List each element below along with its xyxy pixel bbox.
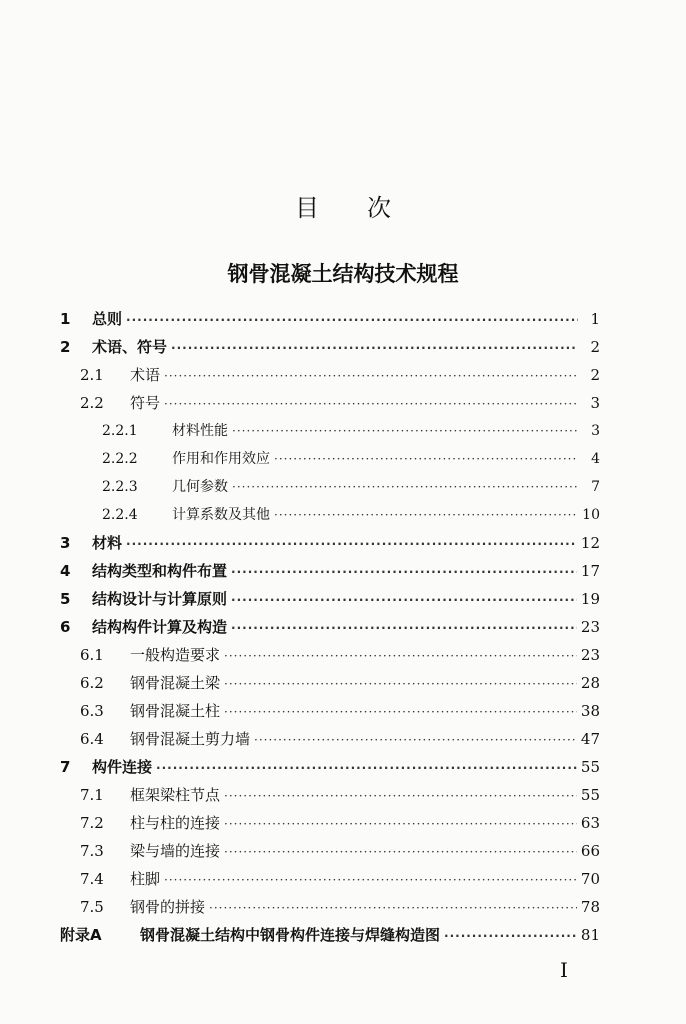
toc-entry-title: 梁与墙的连接: [130, 842, 221, 860]
dot-leader: [274, 501, 578, 529]
dot-leader: [171, 334, 578, 362]
toc-entry[interactable]: [60, 501, 600, 529]
toc-entry-title: 术语、符号: [92, 338, 168, 356]
toc-entry-page: 55: [580, 786, 600, 804]
toc-entry-number: 1: [60, 310, 71, 328]
toc-entry-page: 81: [580, 926, 600, 944]
dot-leader: [164, 866, 577, 894]
toc-entry-title: 柱与柱的连接: [130, 814, 221, 832]
dot-leader: [224, 782, 577, 810]
toc-entry-page: 28: [580, 674, 600, 692]
dot-leader: [224, 670, 577, 698]
toc-entry-title: 构件连接: [92, 758, 153, 776]
dot-leader: [232, 417, 578, 445]
toc-entry[interactable]: [60, 893, 600, 921]
toc-entry-title: 钢骨混凝土梁: [130, 674, 221, 692]
page-heading: 目次: [295, 194, 439, 222]
toc-entry-number: 6.3: [80, 702, 104, 720]
toc-entry[interactable]: [60, 529, 600, 557]
toc-entry-title: 材料性能: [172, 423, 228, 439]
toc-entry-number: 5: [60, 590, 71, 608]
document-title: 钢骨混凝土结构技术规程: [227, 262, 459, 286]
toc-entry-page: 2: [590, 366, 600, 384]
toc-entry-page: 3: [591, 423, 600, 439]
toc-entry-page: 17: [580, 562, 600, 580]
dot-leader: [231, 586, 577, 614]
toc-entry-number: 7.5: [80, 898, 104, 916]
toc-entry[interactable]: [60, 725, 600, 753]
toc-entry[interactable]: [60, 613, 600, 641]
toc-entry-number: 2.2.3: [102, 479, 138, 495]
toc-entry-title: 总则: [92, 310, 123, 328]
toc-entry-title: 结构类型和构件布置: [92, 562, 228, 580]
toc-entry-page: 66: [580, 842, 600, 860]
toc-entry-number: 7.2: [80, 814, 104, 832]
toc-entry-title: 钢骨混凝土结构中钢骨构件连接与焊缝构造图: [140, 926, 441, 944]
toc-entry-page: 1: [590, 310, 600, 328]
dot-leader: [231, 614, 577, 642]
toc-entry-page: 47: [580, 730, 600, 748]
toc-entry-number: 2.1: [80, 366, 104, 384]
toc-entry-page: 23: [580, 646, 600, 664]
toc-entry-title: 钢骨的拼接: [130, 898, 206, 916]
toc-entry-number: 3: [60, 534, 71, 552]
toc-entry-page: 10: [582, 507, 600, 523]
toc-entry[interactable]: [60, 921, 600, 949]
toc-entry[interactable]: [60, 641, 600, 669]
dot-leader: [254, 726, 577, 754]
dot-leader: [231, 558, 577, 586]
toc-entry-title: 钢骨混凝土柱: [130, 702, 221, 720]
toc-entry-page: 2: [590, 338, 600, 356]
dot-leader: [444, 922, 577, 950]
dot-leader: [224, 642, 577, 670]
toc-entry-number: 7: [60, 758, 71, 776]
toc-entry[interactable]: [60, 753, 600, 781]
dot-leader: [164, 390, 578, 418]
toc-entry-page: 4: [591, 451, 600, 467]
dot-leader: [274, 445, 578, 473]
toc-entry-number: 6: [60, 618, 71, 636]
toc-entry[interactable]: [60, 557, 600, 585]
toc-entry-number: 2.2.4: [102, 507, 138, 523]
toc-entry[interactable]: [60, 473, 600, 501]
page-folio: I: [560, 958, 568, 982]
toc-entry-page: 3: [590, 394, 600, 412]
toc-entry-page: 78: [580, 898, 600, 916]
dot-leader: [224, 698, 577, 726]
toc-entry-title: 术语: [130, 366, 161, 384]
dot-leader: [224, 838, 577, 866]
dot-leader: [224, 810, 577, 838]
toc-entry-title: 柱脚: [130, 870, 161, 888]
toc-entry[interactable]: [60, 585, 600, 613]
dot-leader: [126, 530, 577, 558]
toc-entry-number: 7.3: [80, 842, 104, 860]
toc-entry-number: 6.1: [80, 646, 104, 664]
toc-entry[interactable]: [60, 669, 600, 697]
toc-entry-title: 作用和作用效应: [172, 451, 270, 467]
toc-entry[interactable]: [60, 865, 600, 893]
toc-entry-title: 符号: [130, 394, 161, 412]
toc-entry-number: 6.2: [80, 674, 104, 692]
toc-entry-title: 钢骨混凝土剪力墙: [130, 730, 251, 748]
toc-entry-number: 2.2.1: [102, 423, 138, 439]
toc-entry-number: 4: [60, 562, 71, 580]
toc-entry-page: 19: [580, 590, 600, 608]
toc-entry-title: 材料: [92, 534, 123, 552]
toc-entry-page: 7: [591, 479, 600, 495]
dot-leader: [232, 473, 578, 501]
toc-entry-number: 2.2.2: [102, 451, 138, 467]
toc-entry[interactable]: [60, 389, 600, 417]
toc-entry[interactable]: [60, 417, 600, 445]
toc-entry-page: 12: [580, 534, 600, 552]
toc-entry[interactable]: [60, 305, 600, 333]
toc-entry-title: 一般构造要求: [130, 646, 221, 664]
dot-leader: [209, 894, 577, 922]
toc-entry-page: 70: [580, 870, 600, 888]
toc-entry-title: 几何参数: [172, 479, 228, 495]
toc-entry-number: 2.2: [80, 394, 104, 412]
toc-entry[interactable]: [60, 781, 600, 809]
dot-leader: [164, 362, 578, 390]
table-of-contents: [60, 305, 600, 949]
toc-entry-number: 7.1: [80, 786, 104, 804]
toc-entry-number: 附录A: [60, 926, 102, 944]
toc-entry[interactable]: [60, 837, 600, 865]
toc-entry-title: 结构设计与计算原则: [92, 590, 228, 608]
toc-entry-page: 63: [580, 814, 600, 832]
toc-entry-page: 38: [580, 702, 600, 720]
toc-entry-number: 2: [60, 338, 71, 356]
dot-leader: [156, 754, 577, 782]
toc-entry[interactable]: [60, 361, 600, 389]
toc-entry[interactable]: [60, 445, 600, 473]
toc-entry-number: 7.4: [80, 870, 104, 888]
toc-entry[interactable]: [60, 697, 600, 725]
toc-entry-page: 55: [580, 758, 600, 776]
dot-leader: [126, 306, 578, 334]
toc-entry-number: 6.4: [80, 730, 104, 748]
toc-entry-title: 计算系数及其他: [172, 507, 270, 523]
toc-entry-title: 框架梁柱节点: [130, 786, 221, 804]
toc-entry[interactable]: [60, 333, 600, 361]
toc-entry-page: 23: [580, 618, 600, 636]
toc-entry[interactable]: [60, 809, 600, 837]
toc-entry-title: 结构构件计算及构造: [92, 618, 228, 636]
